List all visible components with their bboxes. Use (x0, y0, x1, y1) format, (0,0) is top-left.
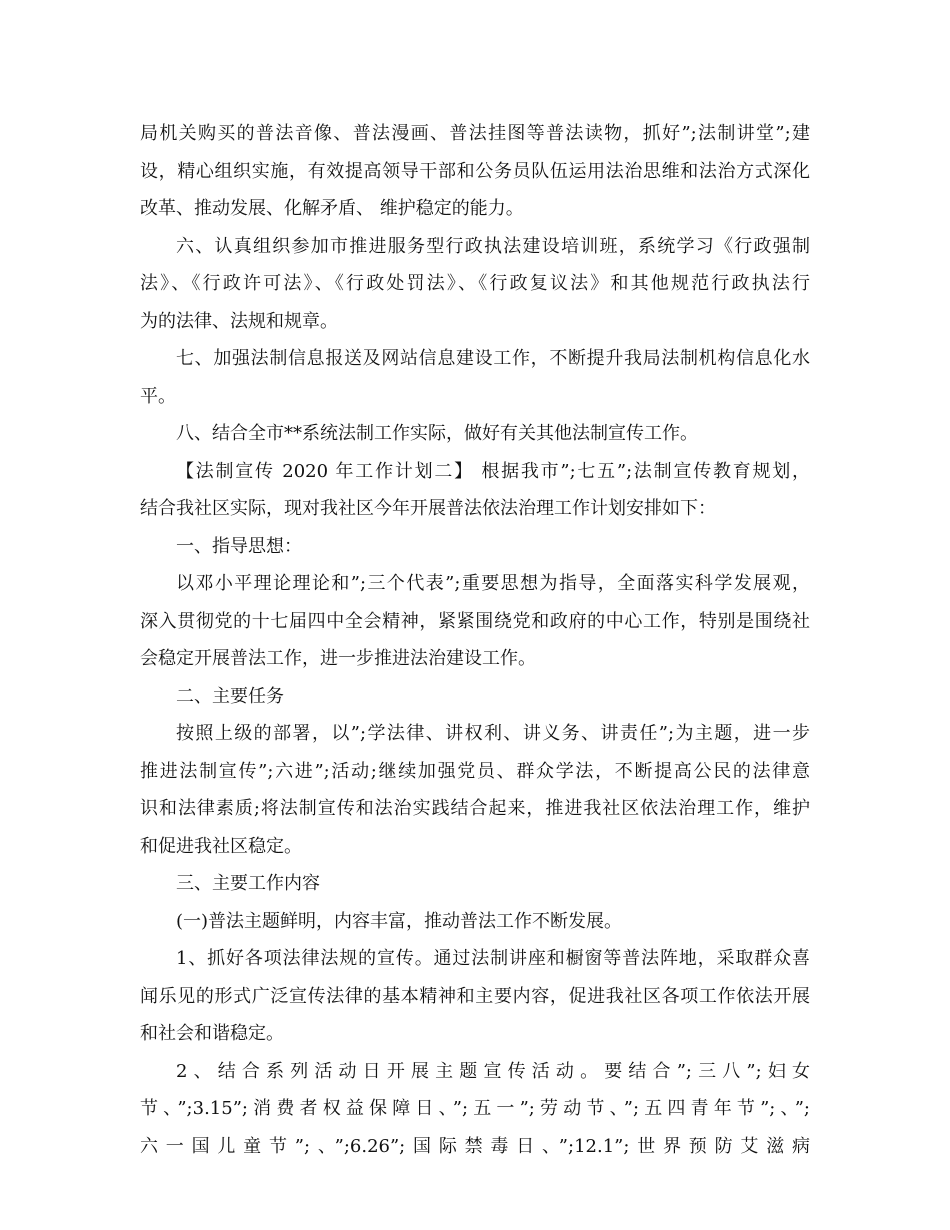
text-line: 法》、《行政许可法》、《行政处罚法》、《行政复议法》和其他规范行政执法行 (140, 273, 810, 294)
text-line: 设，精心组织实施，有效提高领导干部和公务员队伍运用法治思维和法治方式深化 (140, 160, 810, 182)
text-line: 节、”;3.15”;消费者权益保障日、”;五一”;劳动节、”;五四青年节”;、”; (140, 1098, 810, 1119)
text-line: 六一国儿童节”;、”;6.26”;国际禁毒日、”;12.1”;世界预防艾滋病 (140, 1135, 810, 1157)
text-line: 八、结合全市**系统法制工作实际，做好有关其他法制宣传工作。 (176, 423, 698, 444)
text-line: 一、指导思想： (176, 535, 302, 557)
text-line: 【法制宣传 2020 年工作计划二】 根据我市”;七五”;法制宣传教育规划， (176, 460, 810, 482)
text-line: 和促进我社区稳定。 (140, 835, 302, 857)
text-line: 会稳定开展普法工作，进一步推进法治建设工作。 (140, 648, 536, 669)
text-line: 以邓小平理论理论和”;三个代表”;重要思想为指导，全面落实科学发展观， (176, 573, 810, 594)
text-line: 二、主要任务 (176, 685, 284, 707)
text-line: 结合我社区实际，现对我社区今年开展普法依法治理工作计划安排如下： (140, 498, 716, 519)
text-line: 三、主要工作内容 (176, 873, 320, 894)
text-line: 1、抓好各项法律法规的宣传。通过法制讲座和橱窗等普法阵地，采取群众喜 (176, 948, 810, 969)
document-body (140, 115, 810, 1165)
text-line: 局机关购买的普法音像、普法漫画、普法挂图等普法读物，抓好”;法制讲堂”;建 (140, 123, 810, 144)
text-line: 七、加强法制信息报送及网站信息建设工作，不断提升我局法制机构信息化水 (176, 348, 810, 369)
text-line: 按照上级的部署，以”;学法律、讲权利、讲义务、讲责任”;为主题，进一步 (176, 723, 810, 744)
text-line: 为的法律、法规和规章。 (140, 310, 338, 332)
text-line: 和社会和谐稳定。 (140, 1023, 284, 1044)
text-line: 深入贯彻党的十七届四中全会精神，紧紧围绕党和政府的中心工作，特别是围绕社 (140, 610, 810, 632)
text-line: 识和法律素质;将法制宣传和法治实践结合起来，推进我社区依法治理工作，维护 (140, 798, 810, 819)
text-line: 六、认真组织参加市推进服务型行政执法建设培训班，系统学习《行政强制 (176, 235, 810, 257)
text-line: (一)普法主题鲜明，内容丰富，推动普法工作不断发展。 (176, 910, 623, 932)
text-line: 2、结合系列活动日开展主题宣传活动。要结合”;三八”;妇女 (176, 1060, 810, 1082)
text-line: 推进法制宣传”;六进”;活动;继续加强党员、群众学法，不断提高公民的法律意 (140, 760, 810, 782)
text-line: 改革、推动发展、化解矛盾、 维护稳定的能力。 (140, 198, 524, 219)
text-line: 闻乐见的形式广泛宣传法律的基本精神和主要内容，促进我社区各项工作依法开展 (140, 985, 810, 1007)
text-line: 平。 (140, 385, 176, 407)
